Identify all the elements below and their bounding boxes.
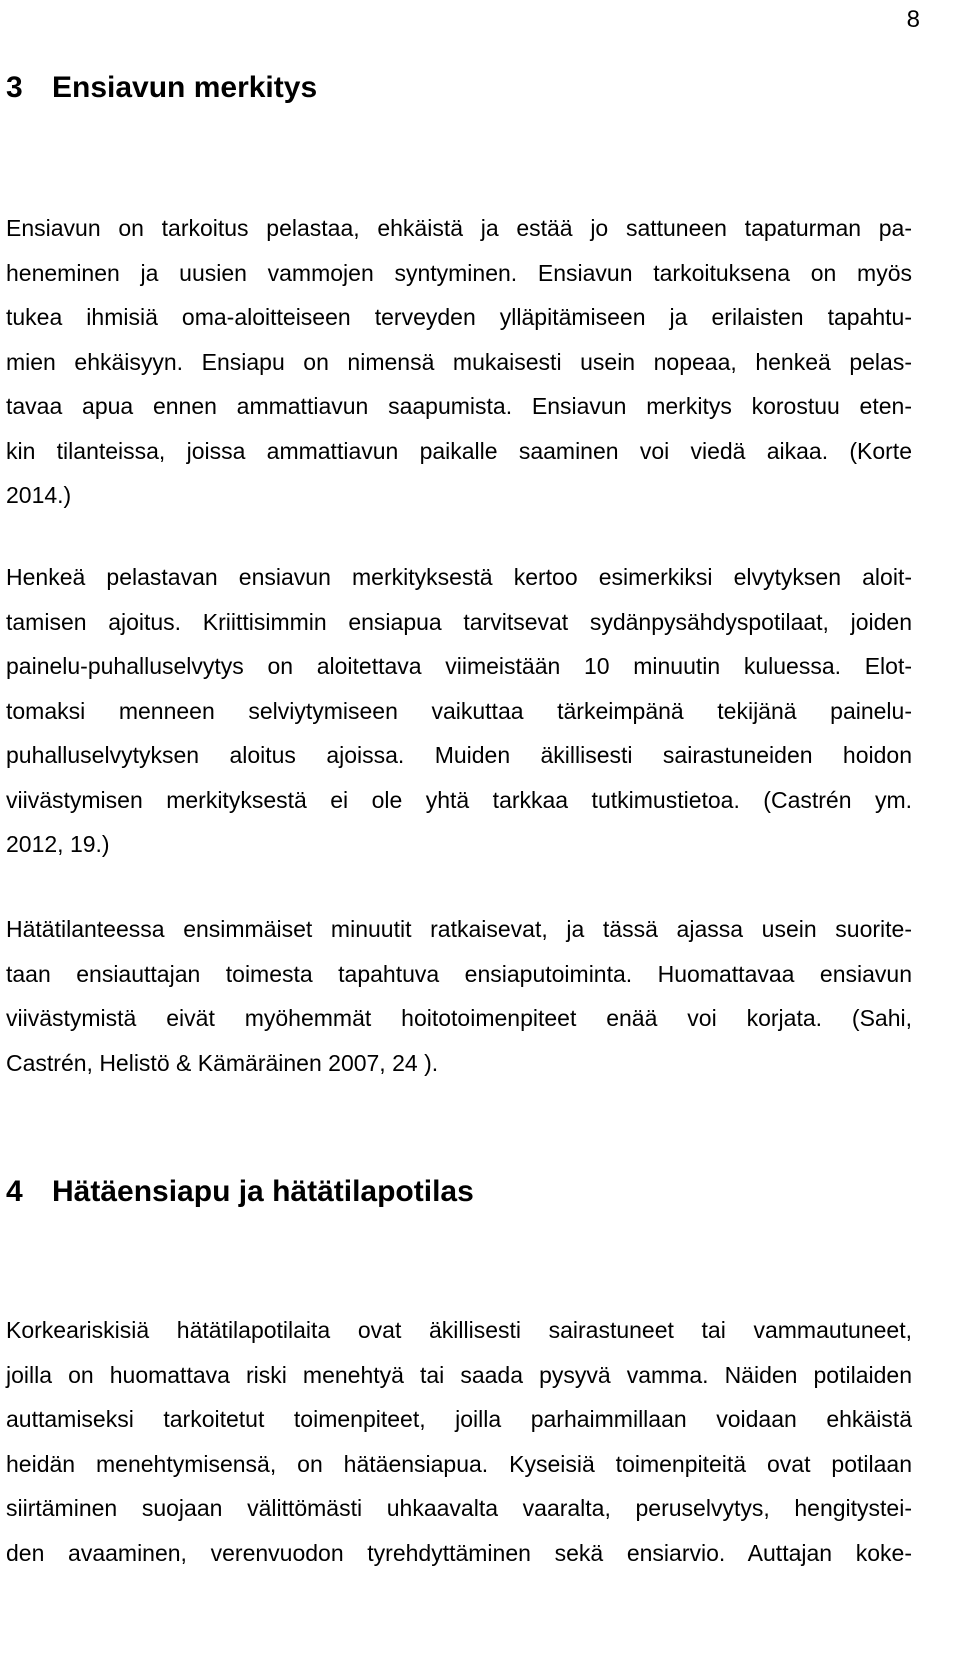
text-line: tukea ihmisiä oma-aloitteiseen terveyden ylläpitämiseen ja erilaisten tapahtu- (6, 304, 912, 330)
text-line: puhalluselvytyksen aloitus ajoissa. Muiden äkillisesti sairastuneiden hoidon (6, 742, 912, 768)
text-line: 2014.) (6, 482, 72, 508)
section-number: 4 (6, 1175, 23, 1208)
text-line: heneminen ja uusien vammojen syntyminen. Ensiavun tarkoituksena on myös (6, 259, 912, 286)
text-line: tomaksi menneen selviytymiseen vaikuttaa tärkeimpänä tekijänä painelu- (6, 697, 912, 724)
text-line: mien ehkäisyyn. Ensiapu on nimensä mukaisesti usein nopeaa, henkeä pelas- (6, 348, 912, 375)
paragraph-3-1 (6, 206, 912, 518)
section-heading-4 (6, 1172, 474, 1212)
text-line: 2012, 19.) (6, 831, 110, 857)
section-title: Ensiavun merkitys (52, 71, 318, 104)
text-line: viivästymistä eivät myöhemmät hoitotoimenpiteet enää voi korjata. (Sahi, (6, 1005, 912, 1031)
section-title: Hätäensiapu ja hätätilapotilas (52, 1175, 474, 1208)
text-line: kin tilanteissa, joissa ammattiavun paikalle saaminen voi viedä aikaa. (Korte (6, 437, 912, 464)
text-line: Korkeariskisiä hätätilapotilaita ovat äkillisesti sairastuneet tai vammautuneet, (6, 1317, 912, 1343)
text-line: viivästymisen merkityksestä ei ole yhtä tarkkaa tutkimustietoa. (Castrén ym. (6, 786, 912, 813)
text-line: tamisen ajoitus. Kriittisimmin ensiapua tarvitsevat sydänpysähdyspotilaat, joiden (6, 608, 912, 635)
text-line: Hätätilanteessa ensimmäiset minuutit ratkaisevat, ja tässä ajassa usein suorite- (6, 916, 912, 942)
section-number: 3 (6, 71, 23, 104)
page-number: 8 (906, 6, 920, 33)
paragraph-4-1 (6, 1308, 912, 1575)
text-line: Castrén, Helistö & Kämäräinen 2007, 24 ). (6, 1049, 439, 1076)
text-line: den avaaminen, verenvuodon tyrehdyttäminen sekä ensiarvio. Auttajan koke- (6, 1539, 912, 1566)
text-line: tavaa apua ennen ammattiavun saapumista. Ensiavun merkitys korostuu eten- (6, 393, 912, 419)
paragraph-3-3 (6, 907, 912, 1085)
text-line: Ensiavun on tarkoitus pelastaa, ehkäistä ja estää jo sattuneen tapaturman pa- (6, 215, 912, 241)
text-line: auttamiseksi tarkoitetut toimenpiteet, joilla parhaimmillaan voidaan ehkäistä (6, 1406, 912, 1432)
text-line: taan ensiauttajan toimesta tapahtuva ensiaputoiminta. Huomattavaa ensiavun (6, 960, 912, 987)
text-line: heidän menehtymisensä, on hätäensiapua. Kyseisiä toimenpiteitä ovat potilaan (6, 1450, 912, 1477)
text-line: joilla on huomattava riski menehtyä tai saada pysyvä vamma. Näiden potilaiden (6, 1361, 912, 1388)
text-line: Henkeä pelastavan ensiavun merkityksestä kertoo esimerkiksi elvytyksen aloit- (6, 564, 912, 590)
paragraph-3-2 (6, 555, 912, 867)
text-line: painelu-puhalluselvytys on aloitettava viimeistään 10 minuutin kuluessa. Elot- (6, 653, 912, 679)
section-heading-3 (6, 68, 317, 108)
text-line: siirtäminen suojaan välittömästi uhkaavalta vaaralta, peruselvytys, hengitystei- (6, 1495, 912, 1521)
